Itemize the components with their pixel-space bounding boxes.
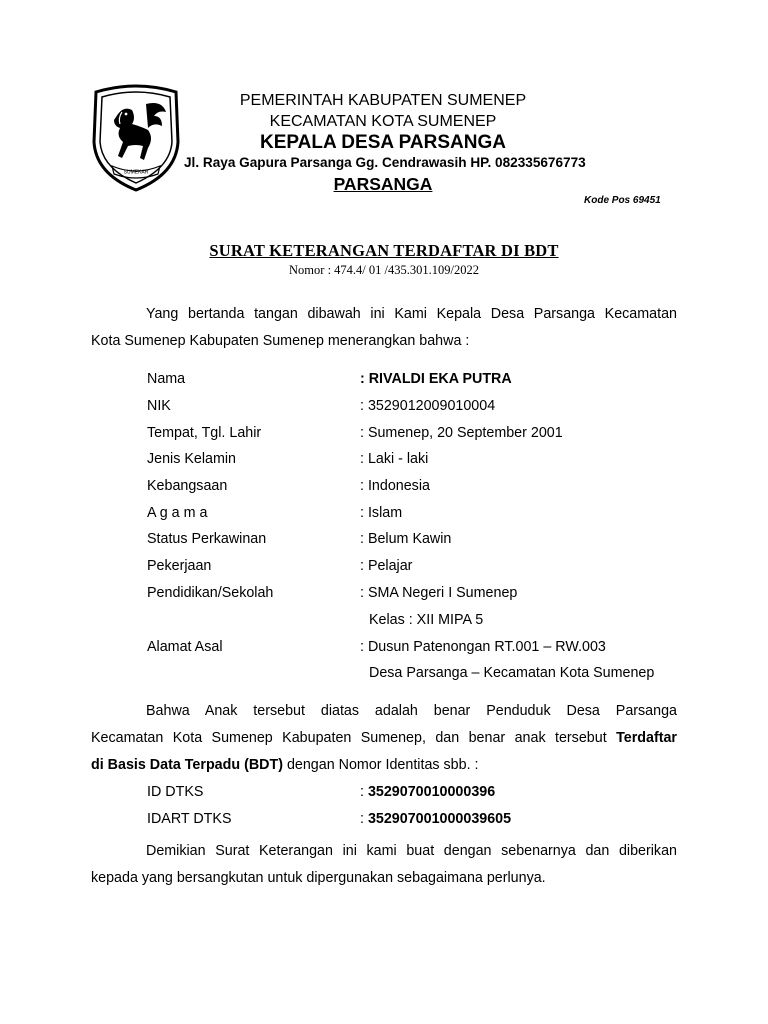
field-value: : Islam — [360, 505, 403, 521]
id-number: 3529070010000396 — [367, 784, 496, 800]
statement-line-1: Bahwa Anak tersebut diatas adalah benar Penduduk Desa Parsanga — [146, 703, 677, 719]
statement-bdt-term: di Basis Data Terpadu (BDT) — [91, 757, 283, 773]
field-label: Pendidikan/Sekolah — [147, 585, 274, 601]
field-label: Pekerjaan — [147, 558, 212, 574]
field-label: Alamat Asal — [147, 639, 223, 655]
field-value-continuation: Desa Parsanga – Kecamatan Kota Sumenep — [369, 665, 655, 681]
field-value: : Indonesia — [360, 478, 430, 494]
statement-line-2 — [91, 725, 677, 752]
field-label: A g a m a — [147, 505, 208, 521]
field-value: : Pelajar — [360, 558, 413, 574]
field-label: NIK — [147, 398, 171, 414]
field-value: : Dusun Patenongan RT.001 – RW.003 — [360, 639, 606, 655]
letterhead-district: KECAMATAN KOTA SUMENEP — [269, 113, 497, 130]
id-value: : 3529070010000396 — [360, 784, 496, 800]
logo-banner-text: SUMEKAR — [123, 169, 149, 176]
field-value: : Laki - laki — [360, 451, 429, 467]
closing-line-2: kepada yang bersangkutan untuk dipergunakan sebagaimana perlunya. — [91, 870, 546, 886]
field-value: : 3529012009010004 — [360, 398, 496, 414]
document-number: Nomor : 474.4/ 01 /435.301.109/2022 — [289, 263, 479, 277]
field-value: : RIVALDI EKA PUTRA — [360, 371, 512, 387]
id-label: ID DTKS — [147, 784, 204, 800]
field-value: : Sumenep, 20 September 2001 — [360, 425, 563, 441]
postal-code: Kode Pos 69451 — [584, 195, 661, 206]
statement-line-2-text: Kecamatan Kota Sumenep Kabupaten Sumenep, dan benar anak tersebut — [91, 730, 617, 746]
statement-line-3-text: dengan Nomor Identitas sbb. : — [282, 757, 479, 773]
intro-line-2: Kota Sumenep Kabupaten Sumenep menerangkan bahwa : — [91, 333, 470, 349]
statement-paragraph — [91, 698, 677, 779]
field-label: Jenis Kelamin — [147, 451, 236, 467]
field-label: Tempat, Tgl. Lahir — [147, 425, 262, 441]
statement-registered-term: Terdaftar — [616, 730, 677, 746]
document-title: SURAT KETERANGAN TERDAFTAR DI BDT — [209, 241, 559, 260]
closing-line-1: Demikian Surat Keterangan ini kami buat dengan sebenarnya dan diberikan — [146, 843, 677, 859]
intro-line-1: Yang bertanda tangan dibawah ini Kami Kepala Desa Parsanga Kecamatan — [146, 306, 677, 322]
statement-line-3 — [91, 752, 677, 779]
letterhead-village: PARSANGA — [333, 174, 433, 194]
field-value: : SMA Negeri I Sumenep — [360, 585, 518, 601]
letterhead-office: KEPALA DESA PARSANGA — [260, 132, 506, 153]
field-value-continuation: Kelas : XII MIPA 5 — [369, 612, 484, 628]
intro-paragraph — [91, 301, 677, 355]
field-label: Nama — [147, 371, 186, 387]
id-label: IDART DTKS — [147, 811, 232, 827]
letterhead-address: Jl. Raya Gapura Parsanga Gg. Cendrawasih HP. 082335676773 — [184, 155, 586, 170]
letterhead-government: PEMERINTAH KABUPATEN SUMENEP — [239, 92, 527, 109]
id-value: : 352907001000039605 — [360, 811, 512, 827]
field-label: Kebangsaan — [147, 478, 228, 494]
field-value: : Belum Kawin — [360, 531, 452, 547]
closing-paragraph — [91, 838, 677, 892]
field-label: Status Perkawinan — [147, 531, 267, 547]
id-number: 352907001000039605 — [367, 811, 512, 827]
